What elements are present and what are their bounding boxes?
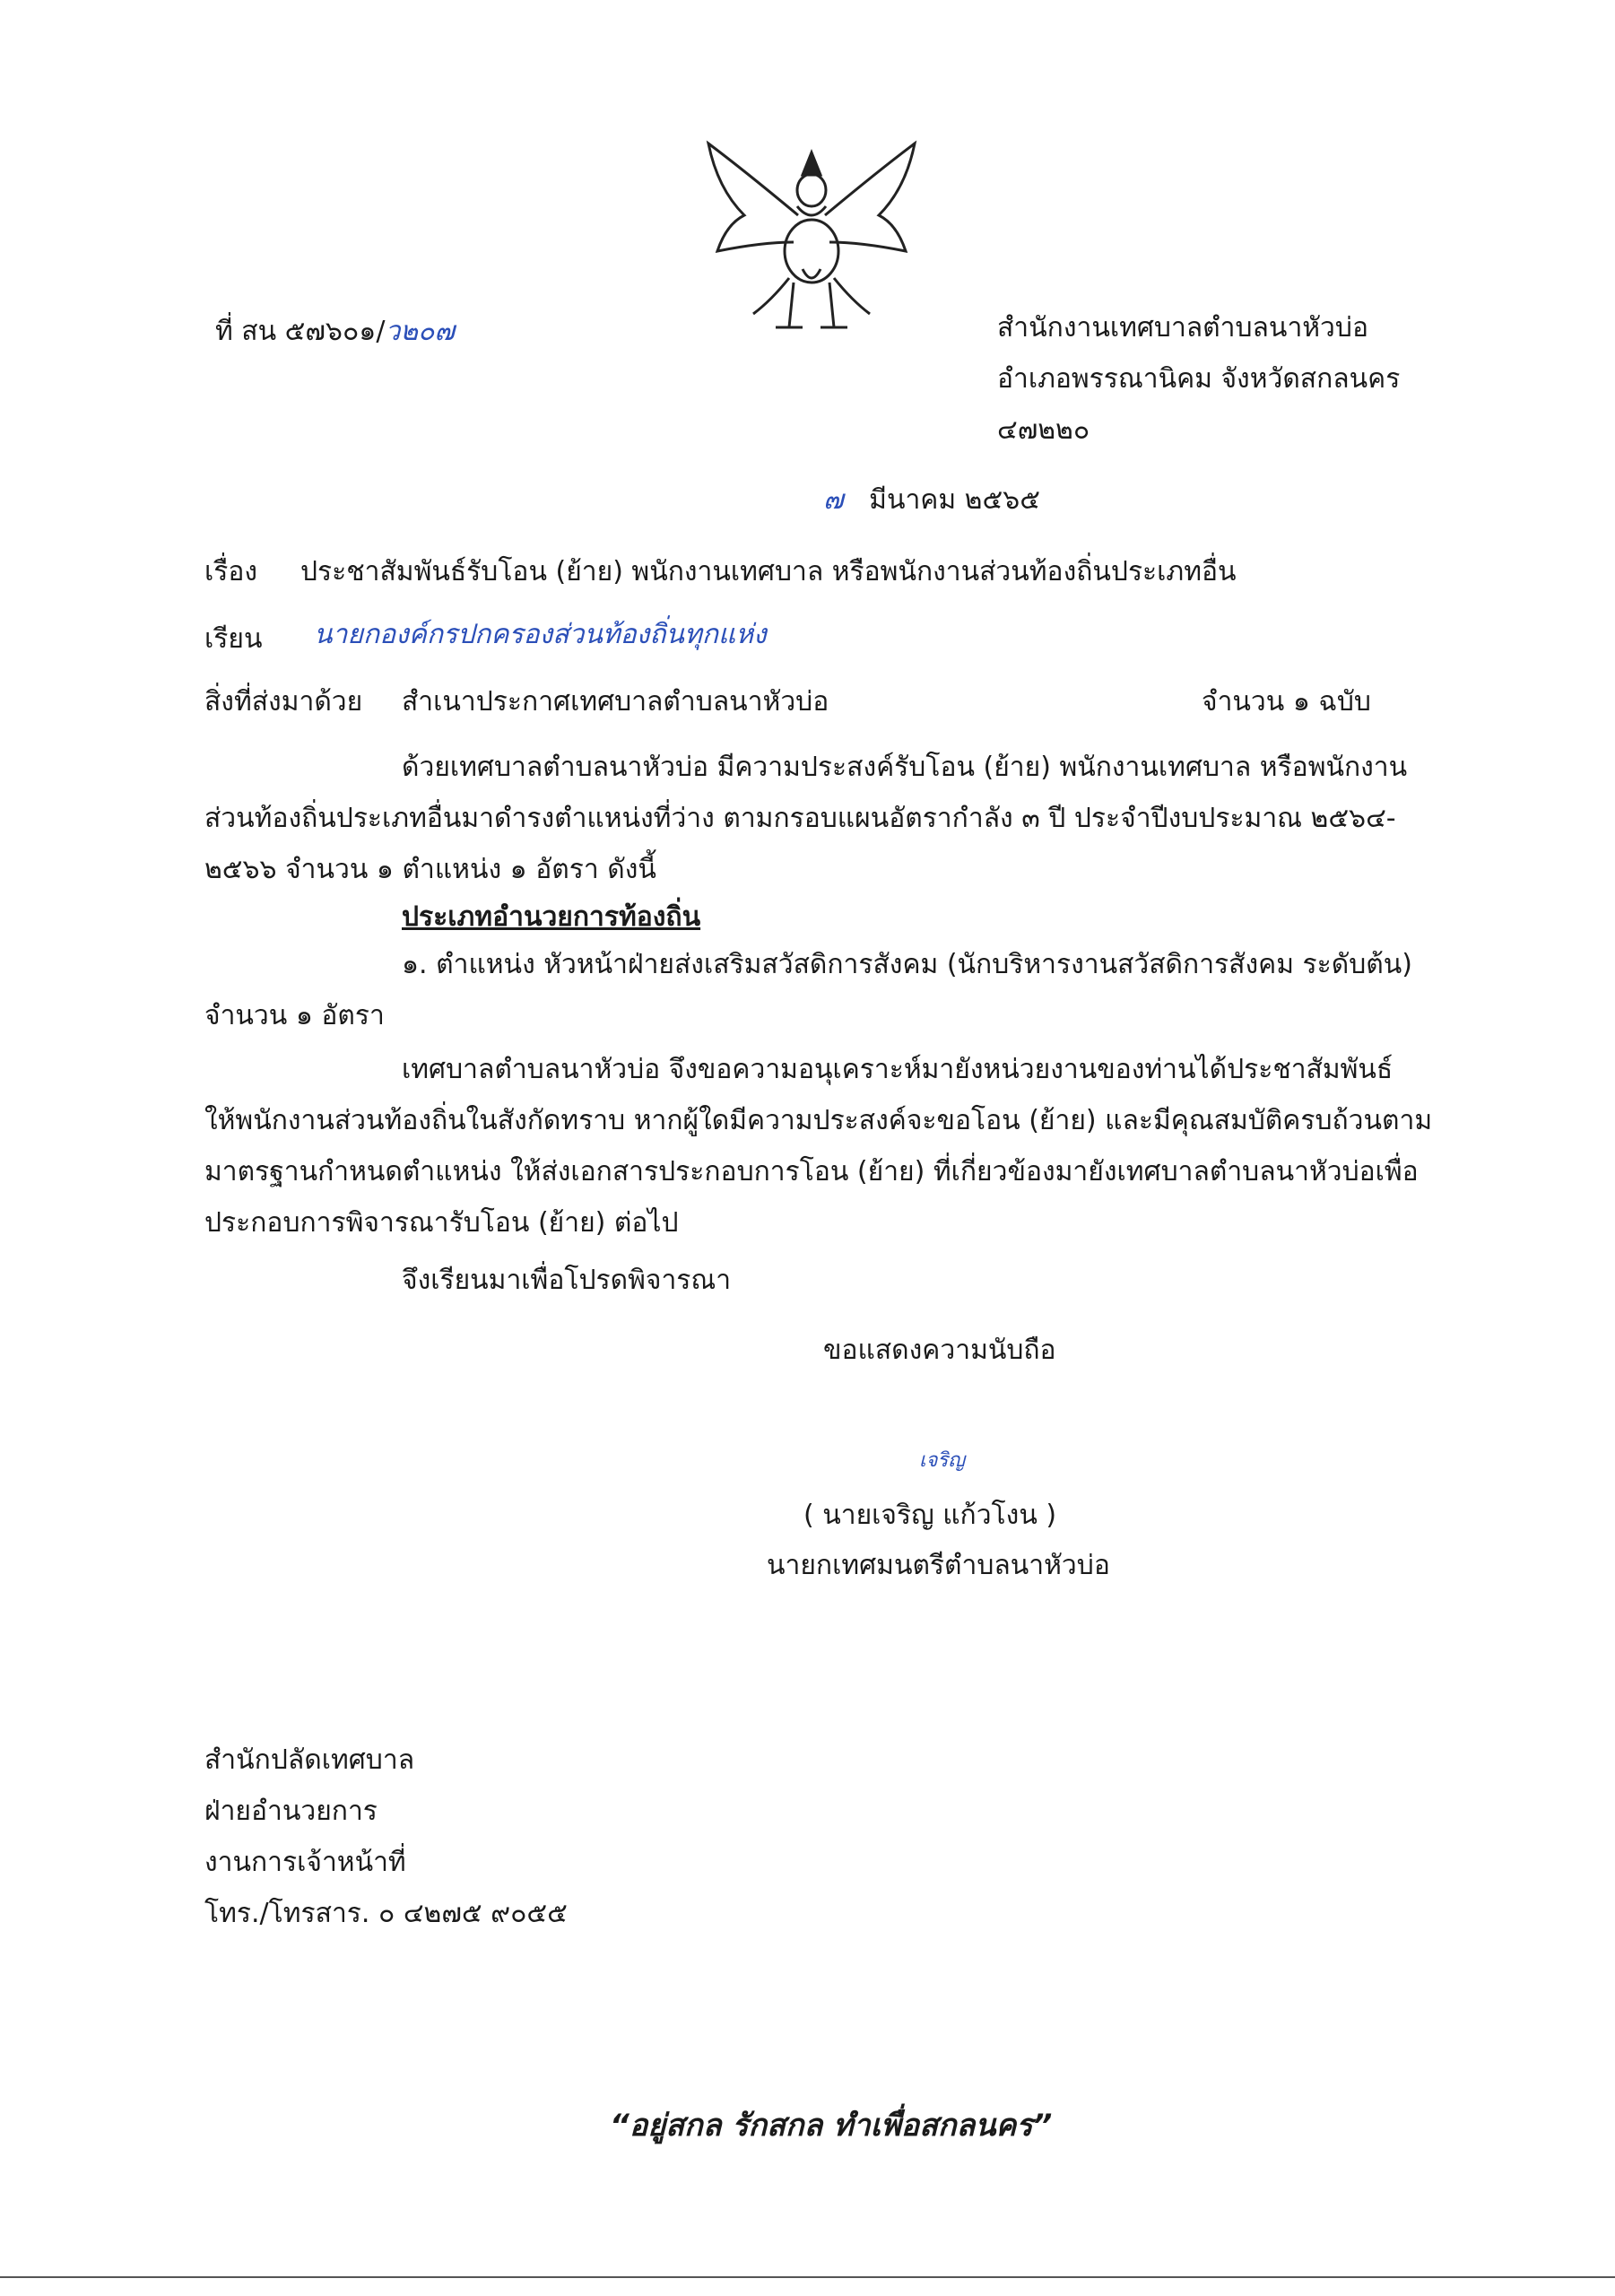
footer-contact: โทร./โทรสาร. ๐ ๔๒๗๕ ๙๐๕๕ [204,1898,568,1929]
recipient-handwritten: นายกองค์กรปกครองส่วนท้องถิ่นทุกแห่ง [314,619,767,650]
recipient-label: เรียน [204,623,263,655]
garuda-emblem-icon [690,135,933,341]
document-date [823,484,1040,517]
regards-text: ขอแสดงความนับถือ [823,1335,1056,1366]
signer-position: นายกเทศมนตรีตำบลนาหัวบ่อ [767,1550,1110,1581]
office-line-1: สำนักงานเทศบาลตำบลนาหัวบ่อ [997,312,1368,344]
category-heading: ประเภทอำนวยการท้องถิ่น [402,901,701,933]
paragraph1-line3: ๒๕๖๖ จำนวน ๑ ตำแหน่ง ๑ อัตรา ดังนี้ [204,854,656,885]
signer-name: ( นายเจริญ แก้วโงน ) [803,1500,1057,1531]
date-month-year: มีนาคม ๒๕๖๕ [869,484,1040,516]
footer-line-2: ฝ่ายอำนวยการ [204,1796,378,1827]
paragraph2-line3: มาตรฐานกำหนดตำแหน่ง ให้ส่งเอกสารประกอบการโอน (ย้าย) ที่เกี่ยวข้องมายังเทศบาลตำบลนาหัวบ่อเพื่อ [204,1156,1419,1187]
page-bottom-rule [0,2276,1615,2278]
paragraph2-line2: ให้พนักงานส่วนท้องถิ่นในสังกัดทราบ หากผู้ใดมีความประสงค์จะขอโอน (ย้าย) และมีคุณสมบัติครบถ้วนตาม [204,1105,1433,1136]
subject-text: ประชาสัมพันธ์รับโอน (ย้าย) พนักงานเทศบาล หรือพนักงานส่วนท้องถิ่นประเภทอื่น [300,556,1237,587]
enclosure-quantity: จำนวน ๑ ฉบับ [1202,686,1371,718]
item1-line2: จำนวน ๑ อัตรา [204,1000,385,1031]
enclosure-label: สิ่งที่ส่งมาด้วย [204,686,363,718]
ref-no-handwritten: ว๒๐๗ [385,316,455,347]
motto: “อยู่สกล รักสกล ทำเพื่อสกลนคร” [610,2108,1053,2144]
paragraph1-line2: ส่วนท้องถิ่นประเภทอื่นมาดำรงตำแหน่งที่ว่าง ตามกรอบแผนอัตรากำลัง ๓ ปี ประจำปีงบประมาณ ๒๕๖๔- [204,803,1396,834]
item1-line1: ๑. ตำแหน่ง หัวหน้าฝ่ายส่งเสริมสวัสดิการสังคม (นักบริหารงานสวัสดิการสังคม ระดับต้น) [402,949,1412,980]
reference-number [215,316,455,348]
enclosure-text: สำเนาประกาศเทศบาลตำบลนาหัวบ่อ [402,686,829,718]
paragraph2-line1: เทศบาลตำบลนาหัวบ่อ จึงขอความอนุเคราะห์มายังหน่วยงานของท่านได้ประชาสัมพันธ์ [402,1054,1394,1085]
paragraph1-line1: ด้วยเทศบาลตำบลนาหัวบ่อ มีความประสงค์รับโอน (ย้าย) พนักงานเทศบาล หรือพนักงาน [402,752,1408,783]
footer-line-3: งานการเจ้าหน้าที่ [204,1847,406,1878]
signature-handwritten: เจริญ [919,1449,965,1472]
ref-no-printed: ที่ สน ๕๗๖๐๑/ [215,316,386,347]
closing-line: จึงเรียนมาเพื่อโปรดพิจารณา [402,1265,732,1296]
paragraph2-line4: ประกอบการพิจารณารับโอน (ย้าย) ต่อไป [204,1207,679,1239]
office-line-2: อำเภอพรรณานิคม จังหวัดสกลนคร [997,363,1401,395]
footer-line-1: สำนักปลัดเทศบาล [204,1744,415,1776]
subject-label: เรื่อง [204,556,258,587]
date-day-handwritten: ๗ [823,484,844,516]
office-postcode: ๔๗๒๒๐ [997,414,1090,446]
